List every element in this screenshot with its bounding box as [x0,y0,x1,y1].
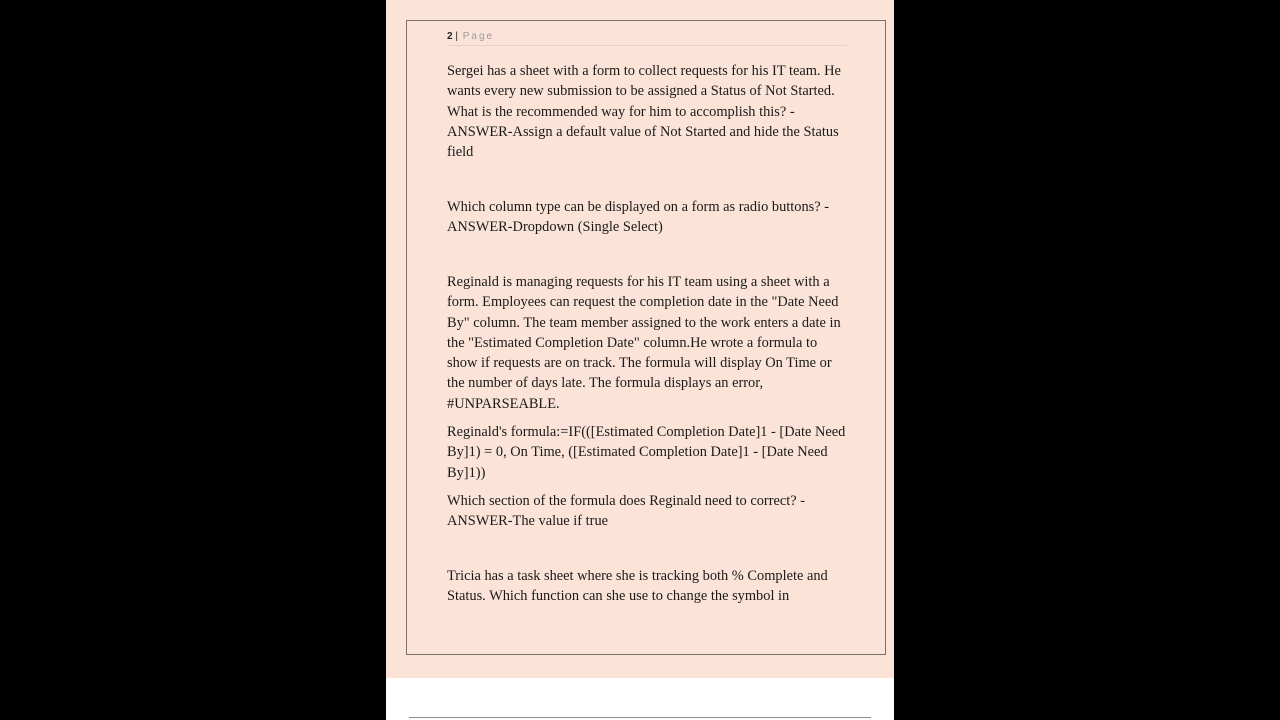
page-number: 2 [447,31,453,42]
next-page [386,678,894,720]
header-separator: | [455,31,458,42]
paragraph-tricia-question: Tricia has a task sheet where she is tracking both % Complete and Status. Which function can she use to change the symbol in [447,568,828,605]
paragraph-radio-buttons-question: Which column type can be displayed on a form as radio buttons? - ANSWER-Dropdown (Single Select) [447,199,830,236]
page-label: Page [462,31,495,42]
paragraph-reginald-answer: Which section of the formula does Reginald need to correct? - ANSWER-The value if true [447,493,806,530]
paragraph-sergei-question: Sergei has a sheet with a form to collect requests for his IT team. He wants every new submission to be assigned a Status of Not Started. What is the recommended way for him to accomplish this? - ANSWER-Assign a default value of Not Started and hide the Status field [447,63,841,161]
next-page-rule [409,717,871,718]
page-header [447,31,847,46]
paragraph-reginald-formula: Reginald's formula:=IF(([Estimated Completion Date]1 - [Date Need By]1) = 0, On Time, ([Estimated Completion Date]1 - [Date Need By]1)) [447,424,846,481]
paragraph-reginald-scenario: Reginald is managing requests for his IT team using a sheet with a form. Employees can request the completion date in the "Date Need By" column. The team member assigned to the work enters a date in the "Estimated Completion Date" column.He wrote a formula to show if requests are on track. The formula will display On Time or the number of days late. The formula displays an error, #UNPARSEABLE. [447,274,841,412]
